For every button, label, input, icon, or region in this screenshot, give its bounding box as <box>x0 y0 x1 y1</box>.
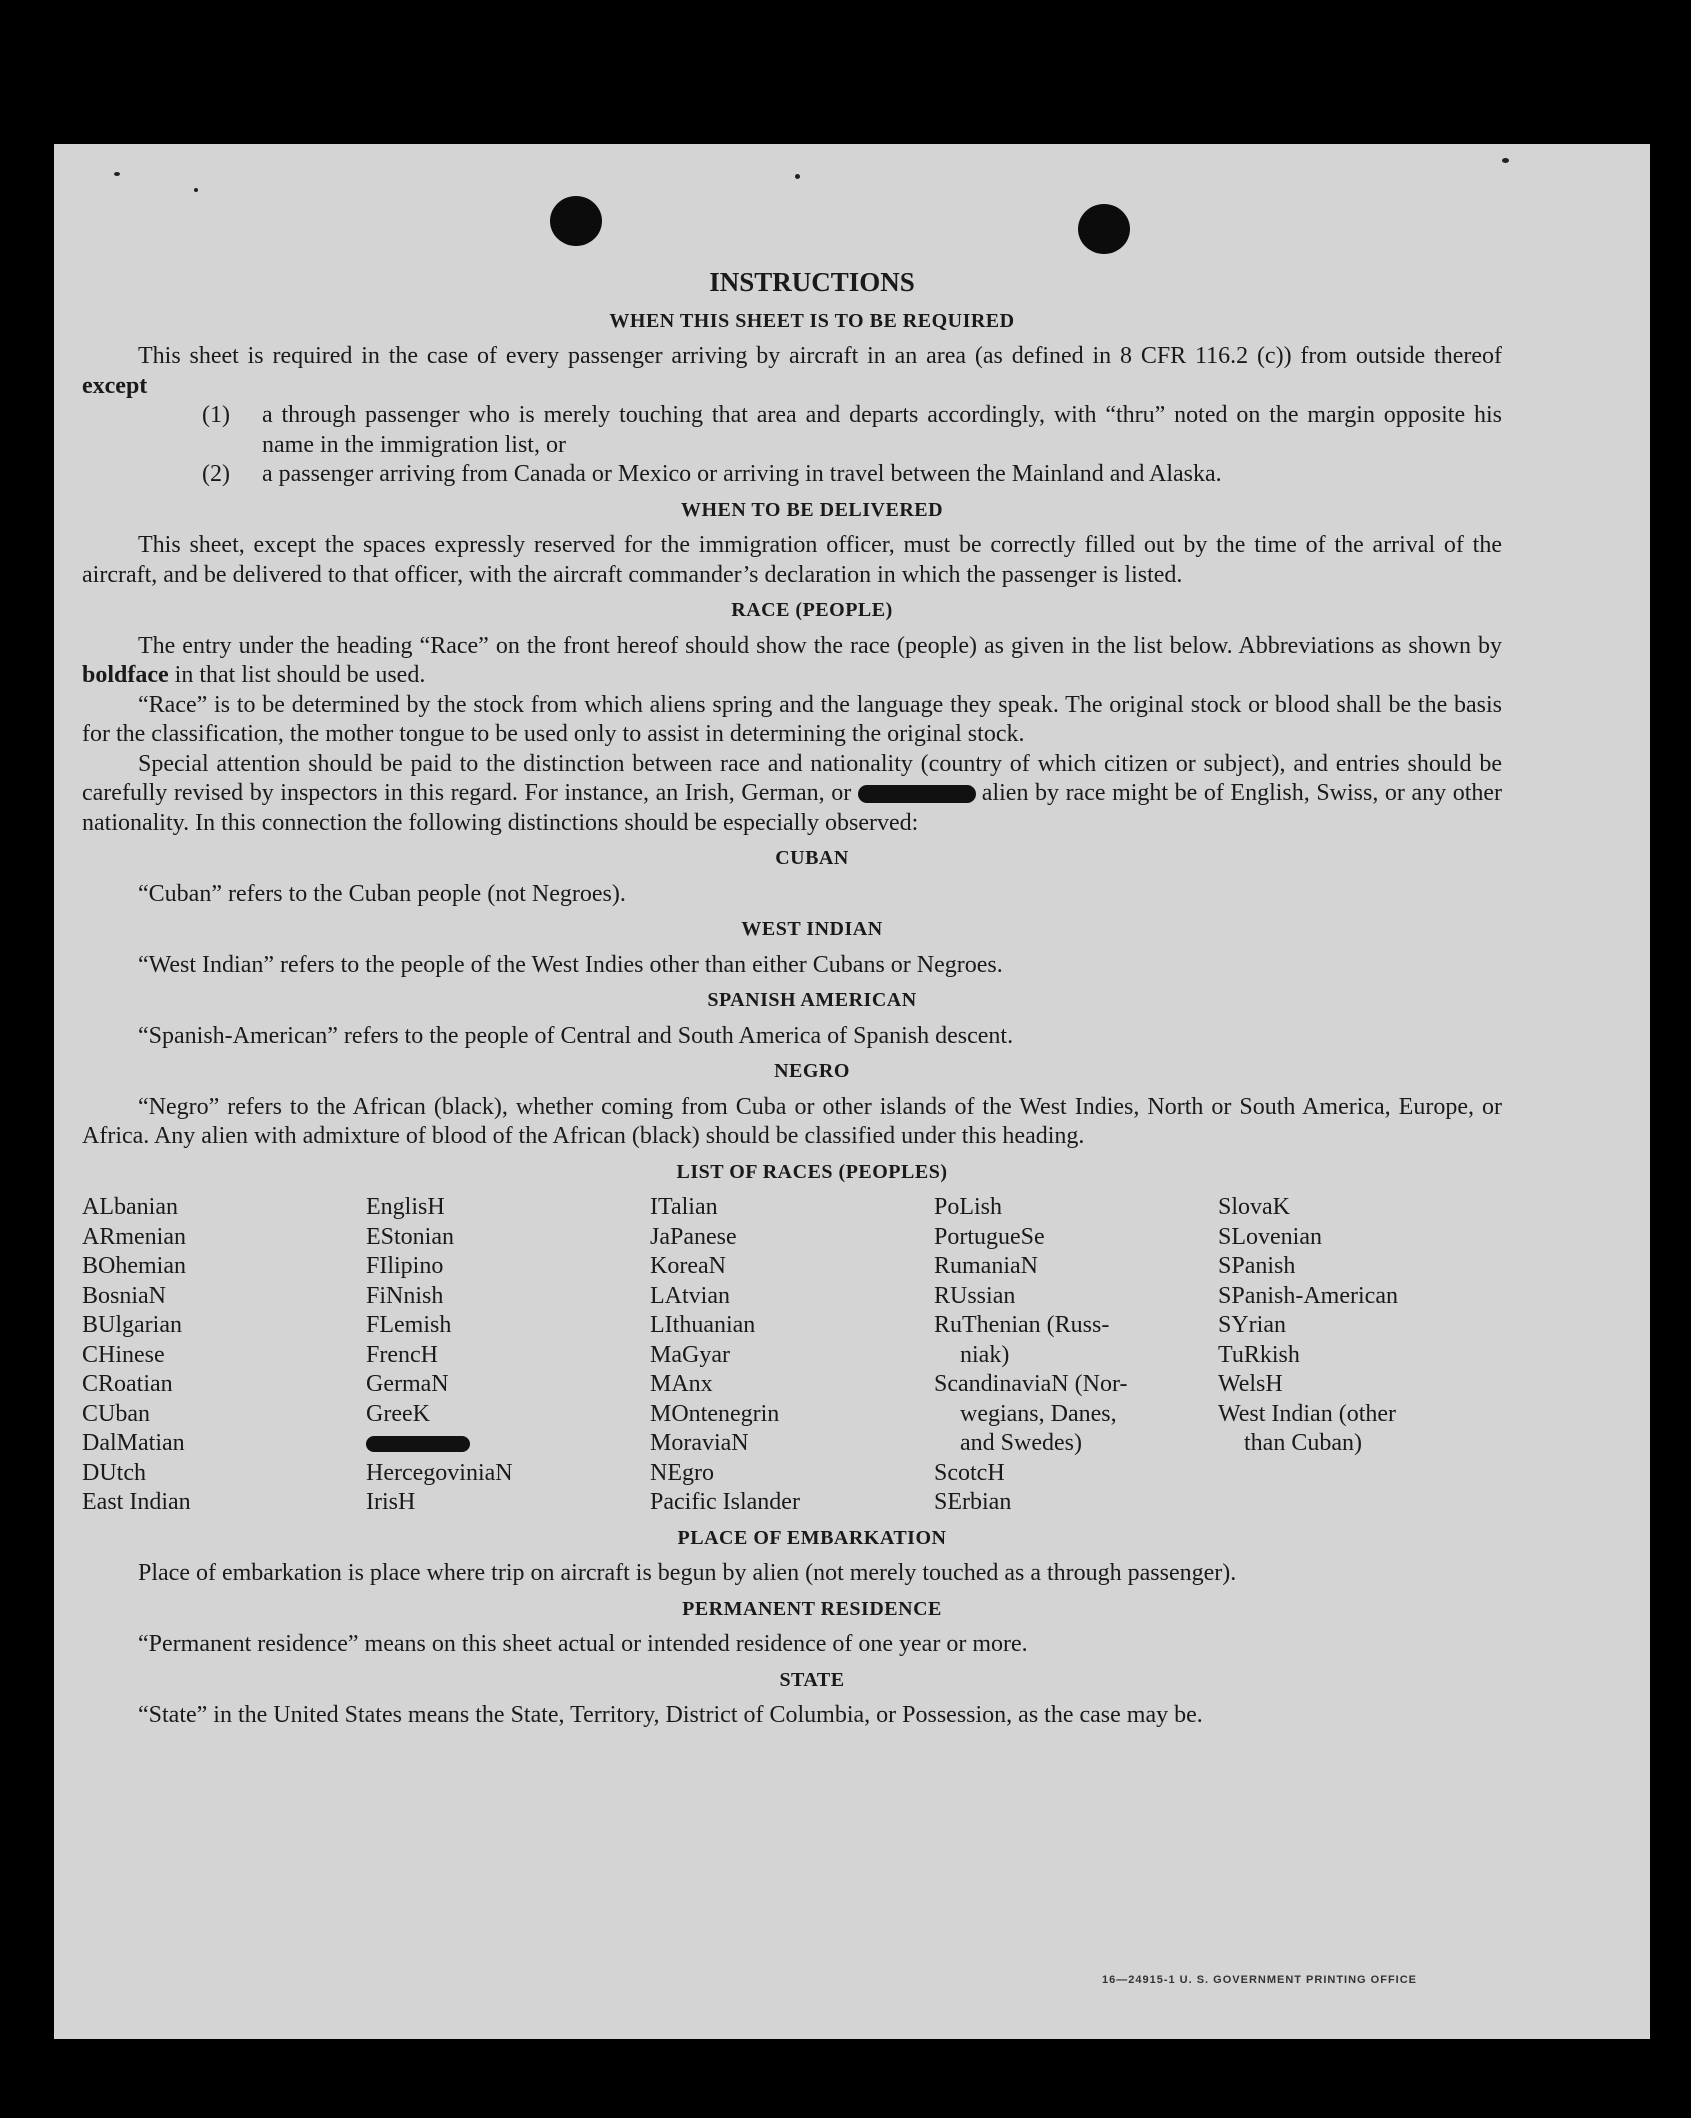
races-list <box>82 1193 1502 1518</box>
embarkation-text: Place of embarkation is place where trip on aircraft is begun by alien (not merely touched as a through passenger). <box>138 1560 1237 1586</box>
redaction-mark <box>858 785 976 803</box>
negro-text: “Negro” refers to the African (black), whether coming from Cuba or other islands of the West Indies, North or South America, Europe, or Africa. Any alien with admixture of blood of the African (black) should be classified under this heading. <box>82 1093 1502 1149</box>
race-entry: CRoatian <box>82 1371 173 1397</box>
race-entry: FrencH <box>366 1341 438 1368</box>
race-entry: WelsH <box>1218 1371 1283 1397</box>
speck <box>194 188 198 192</box>
race-entry: IrisH <box>366 1489 416 1515</box>
race-entry: SYrian <box>1218 1312 1286 1338</box>
west-indian-text: “West Indian” refers to the people of the West Indies other than either Cubans or Negroes. <box>138 951 1003 978</box>
race-entry: MAnx <box>650 1371 713 1397</box>
race-entry: SLovenian <box>1218 1223 1322 1250</box>
heading-cuban: CUBAN <box>775 847 849 869</box>
race-entry: PoLish <box>934 1194 1003 1220</box>
residence-text: “Permanent residence” means on this sheet actual or intended residence of one year or more. <box>138 1631 1028 1657</box>
race-entry: GreeK <box>366 1400 430 1427</box>
race-entry-continuation: than Cuban) <box>1244 1430 1362 1456</box>
race-paragraph-2: “Race” is to be determined by the stock from which aliens spring and the language they speak. The original stock or blood shall be the basis for the classification, the mother tongue to be used only to assist in determining the original stock. <box>82 691 1502 747</box>
race-entry-continuation: wegians, Danes, <box>960 1400 1117 1427</box>
race-entry: West Indian (other <box>1218 1400 1397 1427</box>
punch-hole <box>1078 204 1130 254</box>
race-entry: LIthuanian <box>650 1312 756 1338</box>
race-entry: RuThenian (Russ- <box>934 1312 1110 1338</box>
races-column <box>934 1193 1218 1518</box>
instructions-body <box>82 268 1502 1731</box>
race-paragraph-1: The entry under the heading “Race” on the front hereof should show the race (people) as given in the list below. Abbreviations as shown by boldface in that list should be used. <box>82 632 1502 688</box>
heading-negro: NEGRO <box>774 1060 850 1082</box>
race-entry: SPanish-American <box>1218 1282 1398 1309</box>
speck <box>1502 158 1509 163</box>
race-paragraph-3: Special attention should be paid to the distinction between race and nationality (country of which citizen or subject), and entries should be carefully revised by inspectors in this regard. For instance, an Irish, German, or alien by race might be of English, Swiss, or any other nationality. In this connection the following distinctions should be especially observed: <box>82 750 1503 836</box>
cuban-text: “Cuban” refers to the Cuban people (not Negroes). <box>138 880 626 907</box>
race-entry: ScandinaviaN (Nor- <box>934 1371 1128 1397</box>
race-entry: CHinese <box>82 1341 165 1368</box>
race-entry: GermaN <box>366 1371 449 1397</box>
speck <box>114 172 120 176</box>
race-entry: FLemish <box>366 1312 452 1338</box>
printer-imprint: 16—24915-1 U. S. GOVERNMENT PRINTING OFFICE <box>1102 1974 1418 1986</box>
race-entry-continuation: niak) <box>960 1341 1010 1368</box>
spanish-american-text: “Spanish-American” refers to the people of Central and South America of Spanish descent. <box>138 1022 1014 1049</box>
race-entry: MoraviaN <box>650 1430 749 1456</box>
race-entry: SErbian <box>934 1489 1012 1515</box>
race-entry: FiNnish <box>366 1282 444 1309</box>
state-text: “State” in the United States means the State, Territory, District of Columbia, or Possession, as the case may be. <box>138 1702 1203 1728</box>
heading-west-indian: WEST INDIAN <box>741 918 883 940</box>
heading-list-of-races: LIST OF RACES (PEOPLES) <box>676 1160 948 1183</box>
race-entry-continuation: and Swedes) <box>960 1430 1082 1456</box>
race-entry: FIlipino <box>366 1253 444 1279</box>
page-title: INSTRUCTIONS <box>709 267 915 297</box>
race-entry: CUban <box>82 1400 150 1427</box>
race-entry: SlovaK <box>1218 1194 1290 1220</box>
race-entry: ITalian <box>650 1194 718 1220</box>
race-entry: EnglisH <box>366 1194 445 1220</box>
race-entry: ALbanian <box>82 1194 178 1220</box>
race-entry: East Indian <box>82 1489 191 1515</box>
race-entry: Pacific Islander <box>650 1489 800 1515</box>
heading-state: STATE <box>779 1668 845 1691</box>
heading-required: WHEN THIS SHEET IS TO BE REQUIRED <box>609 309 1015 332</box>
race-entry: NEgro <box>650 1459 714 1486</box>
race-entry: DUtch <box>82 1459 146 1486</box>
speck <box>795 174 800 179</box>
race-entry: BOhemian <box>82 1253 186 1279</box>
race-entry: PortugueSe <box>934 1223 1045 1250</box>
races-column <box>366 1193 650 1518</box>
race-entry: MOntenegrin <box>650 1400 780 1427</box>
heading-race: RACE (PEOPLE) <box>731 599 893 621</box>
race-entry: JaPanese <box>650 1223 737 1250</box>
race-entry: DalMatian <box>82 1430 185 1456</box>
race-entry: HercegoviniaN <box>366 1459 513 1486</box>
race-entry: BUlgarian <box>82 1312 182 1338</box>
race-entry: EStonian <box>366 1223 454 1250</box>
race-entry: RUssian <box>934 1282 1016 1309</box>
delivered-text: This sheet, except the spaces expressly reserved for the immigration officer, must be correctly filled out by the time of the arrival of the aircraft, and be delivered to that officer, with the aircraft commander’s declaration in which the passenger is listed. <box>82 532 1502 588</box>
heading-residence: PERMANENT RESIDENCE <box>682 1597 942 1620</box>
document-sheet <box>54 144 1650 2039</box>
races-column <box>650 1193 934 1518</box>
race-entry: RumaniaN <box>934 1253 1038 1279</box>
race-entry: TuRkish <box>1218 1341 1300 1368</box>
races-column <box>82 1193 366 1518</box>
race-entry: LAtvian <box>650 1282 730 1309</box>
required-item: (1) a through passenger who is merely touching that area and departs accordingly, with “thru” noted on the margin opposite his name in the immigration list, or <box>202 402 1502 458</box>
redacted-race-entry <box>366 1429 650 1459</box>
race-entry: ScotcH <box>934 1459 1005 1486</box>
race-entry: SPanish <box>1218 1253 1296 1279</box>
punch-hole <box>550 196 602 246</box>
race-entry: BosniaN <box>82 1282 166 1309</box>
required-intro: This sheet is required in the case of every passenger arriving by aircraft in an area (as defined in 8 CFR 116.2 (c)) from outside thereof except <box>82 343 1502 399</box>
race-entry: MaGyar <box>650 1341 730 1368</box>
race-entry: KoreaN <box>650 1253 726 1279</box>
races-column <box>1218 1193 1502 1518</box>
race-entry: ARmenian <box>82 1223 186 1250</box>
heading-delivered: WHEN TO BE DELIVERED <box>680 498 944 521</box>
heading-spanish-american: SPANISH AMERICAN <box>707 989 917 1011</box>
required-item: (2) a passenger arriving from Canada or Mexico or arriving in travel between the Mainland and Alaska. <box>202 461 1222 487</box>
heading-embarkation: PLACE OF EMBARKATION <box>677 1526 947 1549</box>
